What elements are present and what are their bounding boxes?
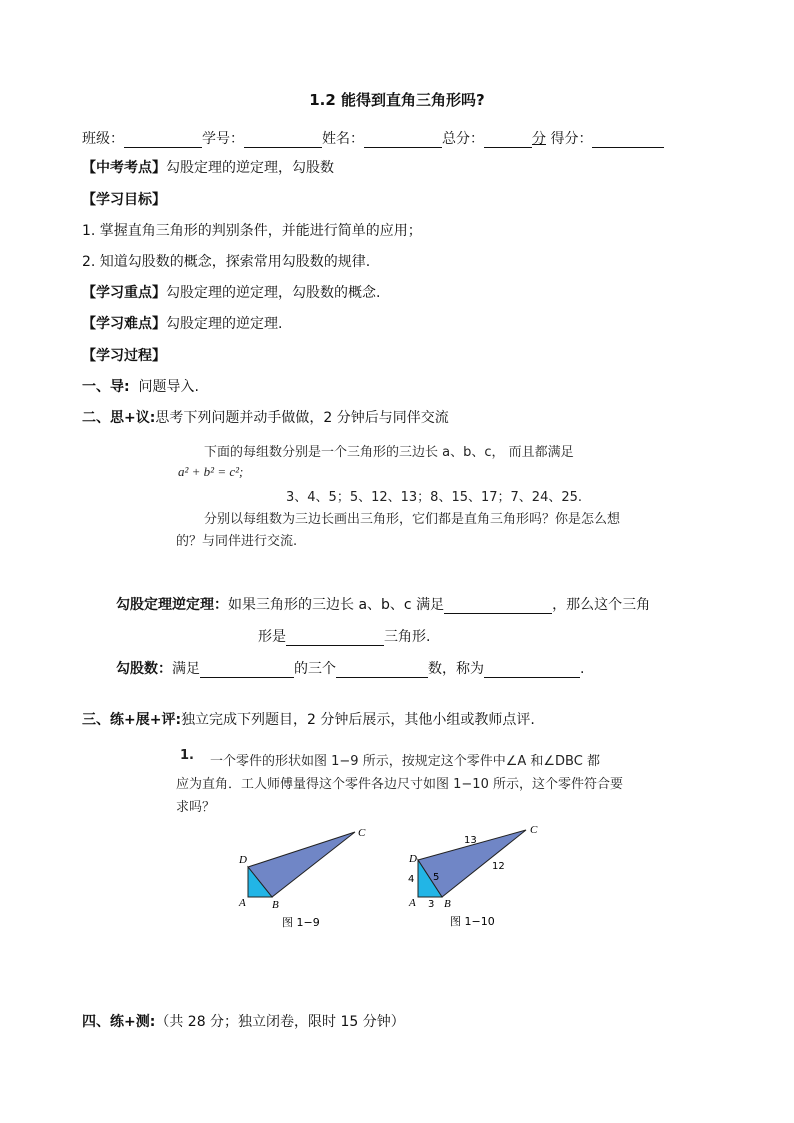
converse-t1: 如果三角形的三边长 a、b、c 满足 bbox=[228, 597, 445, 613]
name-blank[interactable] bbox=[364, 131, 442, 148]
triples-t2: 的三个 bbox=[294, 661, 336, 677]
fig2-label-a: A bbox=[409, 897, 416, 909]
triples-head: 勾股数： bbox=[116, 661, 172, 677]
fig2-label-d: D bbox=[409, 853, 417, 865]
fig1-label-b: B bbox=[272, 899, 279, 911]
section-3-text: 独立完成下列题目，2 分钟后展示，其他小组或教师点评. bbox=[181, 712, 535, 728]
fig1-caption: 图 1−9 bbox=[282, 916, 320, 929]
fig2-label-b: B bbox=[444, 898, 451, 910]
converse-t3: 形是 bbox=[258, 629, 286, 645]
fig2-caption: 图 1−10 bbox=[450, 915, 495, 928]
goal-item-2: 2. 知道勾股数的概念，探索常用勾股数的规律. bbox=[82, 254, 371, 270]
exam-point bbox=[82, 157, 334, 177]
score-blank[interactable] bbox=[592, 131, 664, 148]
box-line-4: 分别以每组数为三边长画出三角形，它们都是直角三角形吗？你是怎么想 bbox=[204, 512, 621, 527]
id-blank[interactable] bbox=[244, 131, 322, 148]
problem-number: 1. bbox=[180, 748, 194, 763]
triples-t4: . bbox=[580, 661, 585, 677]
section-3-head: 三、练+展+评: bbox=[82, 712, 182, 728]
section-1-text: 问题导入. bbox=[138, 379, 199, 395]
fig1-label-a: A bbox=[239, 897, 246, 909]
triples-blank-1[interactable] bbox=[200, 661, 294, 678]
page-title: 1.2 能得到直角三角形吗? bbox=[309, 91, 485, 109]
section-4-text: （共 28 分；独立闭卷，限时 15 分钟） bbox=[155, 1014, 405, 1030]
goal-item-1: 1. 掌握直角三角形的判别条件，并能进行简单的应用； bbox=[82, 223, 422, 239]
problem-line-1: 一个零件的形状如图 1−9 所示，按规定这个零件中∠A 和∠DBC 都 bbox=[210, 754, 600, 769]
triples-blank-2[interactable] bbox=[336, 661, 428, 678]
converse-t2: ，那么这个三角 bbox=[552, 597, 651, 613]
box-line-5: 的？与同伴进行交流. bbox=[176, 534, 298, 549]
section-3 bbox=[82, 709, 535, 729]
triples-t1: 满足 bbox=[172, 661, 200, 677]
box-equation: a² + b² = c²; bbox=[178, 464, 244, 479]
fig2-length-ab: 3 bbox=[428, 899, 435, 910]
info-line bbox=[82, 128, 664, 148]
fig2-label-c: C bbox=[530, 824, 538, 836]
section-4 bbox=[82, 1011, 405, 1031]
triples-blank-3[interactable] bbox=[484, 661, 580, 678]
exam-point-tag: 【中考考点】 bbox=[82, 160, 166, 176]
process-tag: 【学习过程】 bbox=[82, 348, 166, 364]
total-label: 总分： bbox=[442, 131, 484, 147]
score-label: 得分： bbox=[550, 131, 593, 147]
key-point-text: 勾股定理的逆定理，勾股数的概念. bbox=[166, 285, 381, 301]
triples-line bbox=[116, 658, 584, 678]
fig2-length-ad: 4 bbox=[408, 874, 415, 885]
difficulty-text: 勾股定理的逆定理. bbox=[166, 316, 283, 332]
total-blank[interactable] bbox=[484, 131, 532, 148]
section-2 bbox=[82, 407, 449, 427]
converse-line-1 bbox=[116, 594, 650, 614]
difficulty bbox=[82, 313, 282, 333]
converse-t4: 三角形. bbox=[384, 629, 431, 645]
section-1-head: 一、导: bbox=[82, 379, 130, 395]
class-label: 班级： bbox=[82, 131, 124, 147]
problem-line-3: 求吗？ bbox=[176, 800, 216, 815]
converse-line-2 bbox=[258, 626, 430, 646]
section-1 bbox=[82, 376, 199, 396]
converse-blank-2[interactable] bbox=[286, 629, 384, 646]
fig1-label-c: C bbox=[358, 827, 366, 839]
class-blank[interactable] bbox=[124, 131, 202, 148]
fig2-length-cd: 13 bbox=[464, 835, 477, 846]
id-label: 学号： bbox=[202, 131, 244, 147]
exam-point-text: 勾股定理的逆定理，勾股数 bbox=[166, 160, 334, 176]
figure-1-10 bbox=[400, 818, 550, 930]
fig2-length-bc: 12 bbox=[492, 861, 505, 872]
section-2-text: 思考下列问题并动手做做，2 分钟后与同伴交流 bbox=[155, 410, 449, 426]
converse-blank-1[interactable] bbox=[444, 597, 552, 614]
box-line-1: 下面的每组数分别是一个三角形的三边长 a、b、c， 而且都满足 bbox=[204, 445, 574, 460]
section-4-head: 四、练+测: bbox=[82, 1014, 156, 1030]
key-point-tag: 【学习重点】 bbox=[82, 285, 166, 301]
name-label: 姓名： bbox=[322, 131, 364, 147]
converse-head: 勾股定理逆定理： bbox=[116, 597, 228, 613]
goals-tag: 【学习目标】 bbox=[82, 192, 166, 208]
key-point bbox=[82, 282, 380, 302]
figure-1-9 bbox=[230, 822, 380, 930]
problem-line-2: 应为直角．工人师傅量得这个零件各边尺寸如图 1−10 所示，这个零件符合要 bbox=[176, 777, 623, 792]
fen-label: 分 bbox=[532, 131, 546, 147]
difficulty-tag: 【学习难点】 bbox=[82, 316, 166, 332]
box-line-3: 3、4、5；5、12、13；8、15、17；7、24、25. bbox=[286, 490, 583, 505]
fig1-label-d: D bbox=[239, 854, 247, 866]
fig2-length-bd: 5 bbox=[433, 872, 440, 883]
triples-t3: 数，称为 bbox=[428, 661, 484, 677]
section-2-head: 二、思+议: bbox=[82, 410, 156, 426]
